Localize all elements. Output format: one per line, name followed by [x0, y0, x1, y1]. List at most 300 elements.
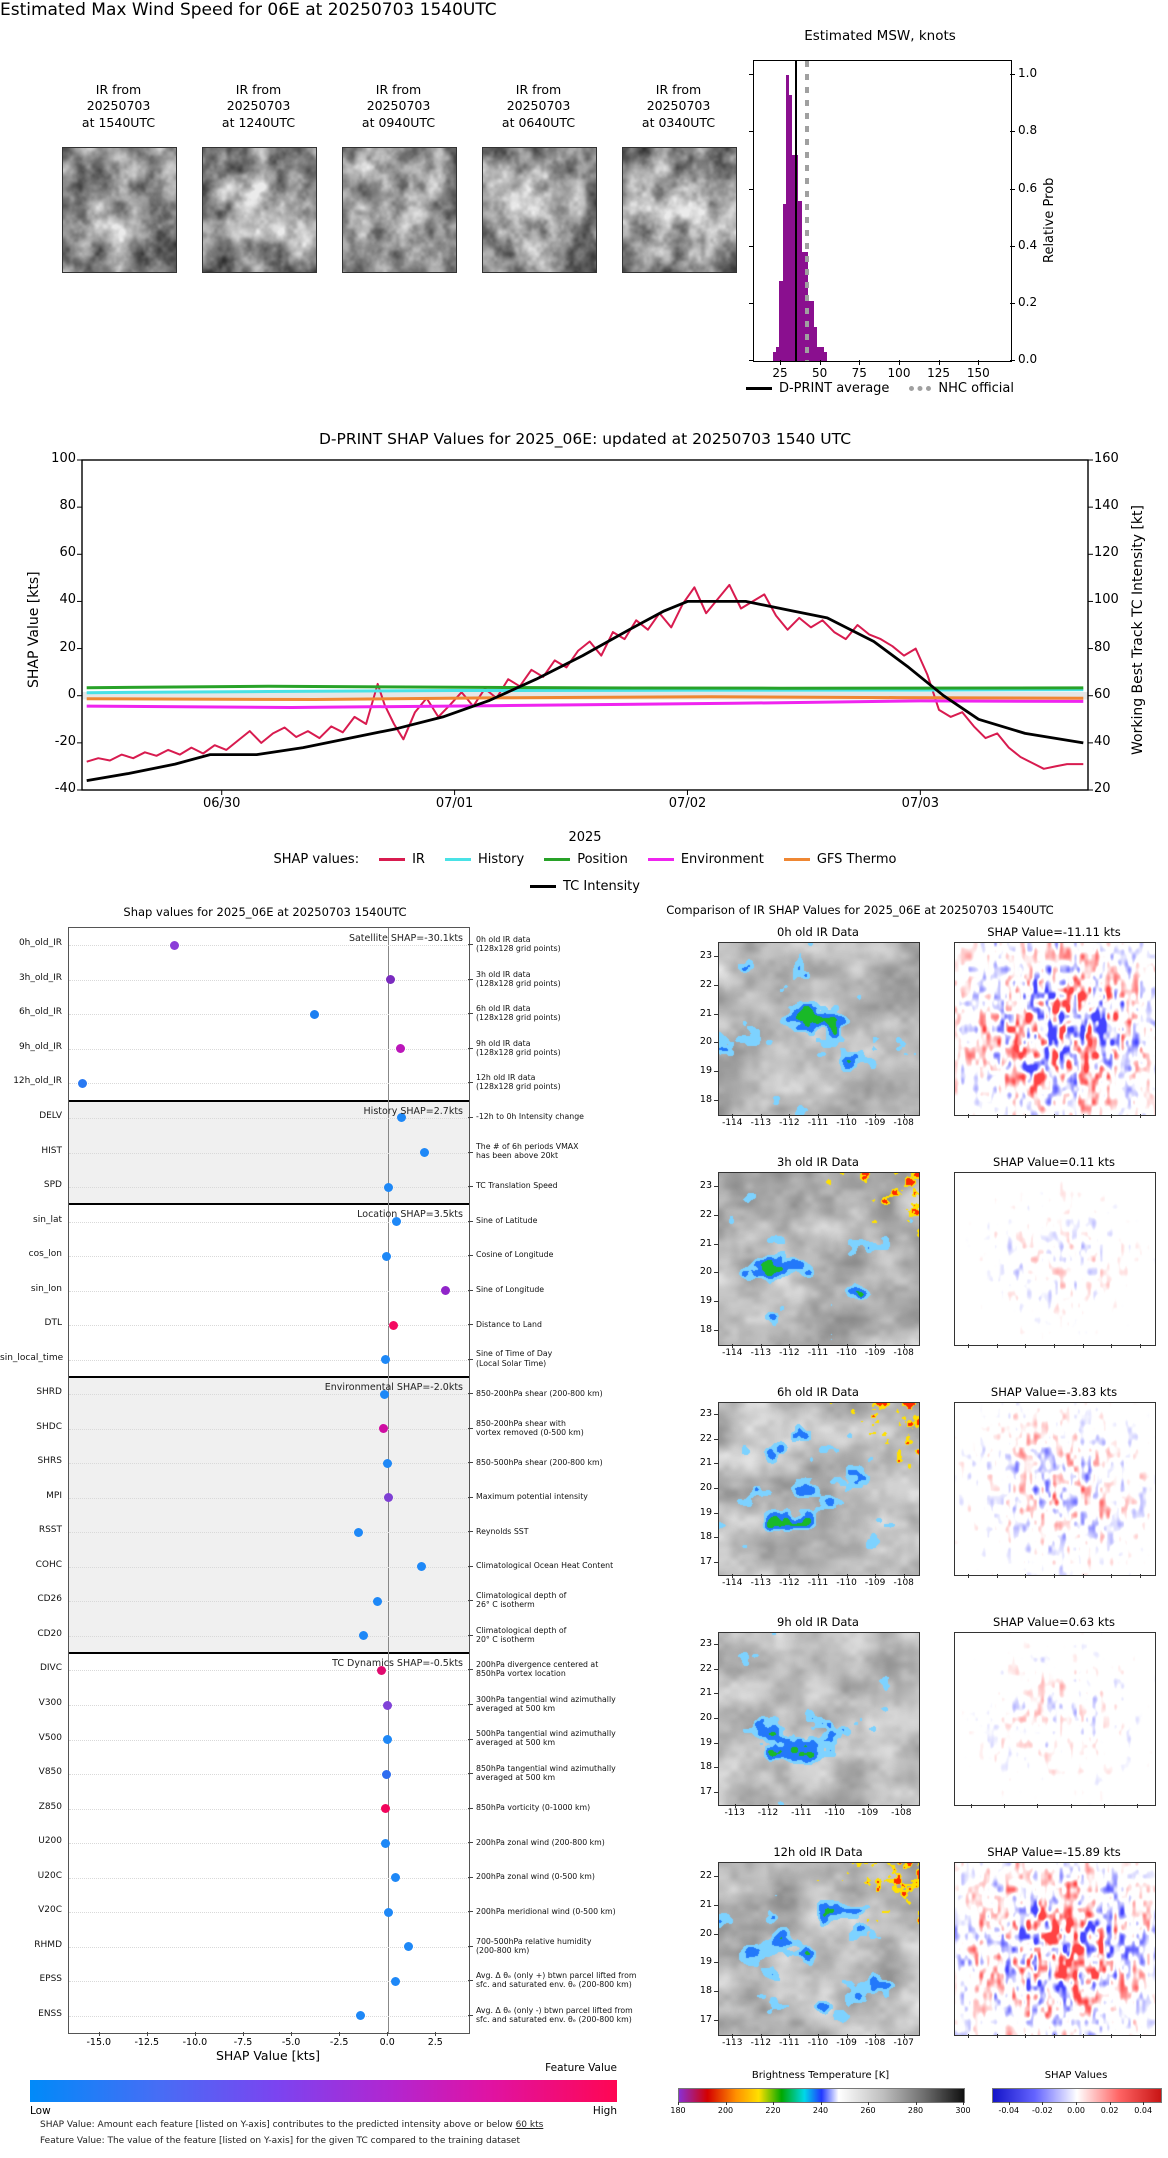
feature-label: COHC — [35, 1559, 62, 1570]
feature-annotation-line: (200-800 km) — [476, 1945, 530, 1955]
annotation-tick — [468, 1911, 473, 1912]
comparison-title: Comparison of IR SHAP Values for 2025_06E at 20250703 1540UTC — [666, 903, 1054, 917]
bt-tick — [773, 2102, 774, 2105]
footnote-underlined-text: 60 kts — [515, 2120, 544, 2130]
timeseries-title: D-PRINT SHAP Values for 2025_06E: updated at 20250703 1540 UTC — [318, 430, 852, 448]
ir-x-tick-label: -107 — [893, 2038, 914, 2048]
ir-thumbnail-label — [191, 82, 326, 131]
shap-cb-tick-label: -0.02 — [1032, 2106, 1053, 2115]
ir-y-tick — [714, 2020, 718, 2021]
timeseries-xlabel: 2025 — [568, 830, 602, 845]
shap-x-tick — [997, 1344, 998, 1348]
histogram-legend — [660, 381, 1100, 396]
ir-x-tick-label: -108 — [893, 1348, 914, 1358]
section-divider — [69, 1652, 469, 1654]
histogram-y-tick-left — [749, 131, 754, 132]
legend-label: TC Intensity — [563, 879, 640, 894]
shap-dot — [381, 1355, 390, 1364]
shap-x-tick — [1104, 1804, 1105, 1808]
ir-x-tick-label: -112 — [779, 1118, 800, 1128]
feature-annotation — [476, 935, 646, 953]
shap-x-tick — [1025, 2034, 1026, 2038]
ir-x-tick-label: -113 — [724, 1808, 745, 1818]
histogram-x-tick — [820, 360, 821, 365]
ir-y-tick-label: 18 — [699, 1985, 712, 1996]
annotation-tick — [468, 1739, 473, 1740]
feature-annotation-line: sfc. and saturated env. θₑ (200-800 km) — [476, 1980, 632, 1990]
ir-y-tick-label: 20 — [699, 1266, 712, 1278]
section-divider — [69, 1203, 469, 1205]
nhc-official-dotted-swatch — [909, 386, 931, 391]
ir-y-tick-label: 20 — [699, 1712, 712, 1723]
bt-colorbar — [678, 2088, 965, 2103]
bt-colorbar-label: Brightness Temperature [K] — [751, 2070, 890, 2081]
legend-item-position — [544, 852, 628, 867]
ir-thumbnail-label-line: IR from — [375, 82, 422, 97]
dotplot-x-tick-label: -12.5 — [134, 2037, 160, 2048]
shap-dot — [381, 1804, 390, 1813]
section-divider — [69, 1100, 469, 1102]
shap-dot — [356, 2011, 365, 2020]
annotation-tick — [468, 1221, 473, 1222]
row-gridline — [69, 1740, 469, 1741]
timeseries-ylabel-left: SHAP Value [kts] — [26, 571, 42, 689]
feature-annotation-line: Reynolds SST — [476, 1526, 529, 1536]
bt-tick — [916, 2102, 917, 2105]
shap-x-tick — [1111, 1114, 1112, 1118]
ir-y-tick — [714, 1537, 718, 1538]
histogram-y-tick — [1010, 360, 1015, 361]
histogram-y-tick-label: 0.2 — [1018, 294, 1038, 309]
feature-annotation-line: has been above 20kt — [476, 1151, 559, 1161]
ir-thumbnail-image — [342, 147, 457, 273]
ir-y-tick — [714, 1301, 718, 1302]
ir-y-tick-label: 20 — [699, 1036, 712, 1048]
annotation-tick — [468, 979, 473, 980]
ir-x-tick-label: -112 — [757, 1808, 779, 1818]
section-label: Satellite SHAP=-30.1kts — [348, 933, 463, 944]
legend-line-swatch — [530, 885, 556, 888]
shap-cb-tick-label: -0.04 — [998, 2106, 1020, 2115]
shap-x-tick — [1004, 1804, 1005, 1808]
ir-x-tick-label: -111 — [807, 1118, 829, 1128]
shap-x-tick — [1140, 1344, 1141, 1348]
row-gridline — [69, 1774, 469, 1775]
annotation-tick — [468, 1566, 473, 1567]
feature-label: Z850 — [38, 1801, 62, 1812]
histogram-y-tick-label: 0.6 — [1018, 180, 1038, 195]
ir-y-tick — [714, 1272, 718, 1273]
ir-y-tick — [714, 1014, 718, 1015]
annotation-tick — [468, 1531, 473, 1532]
feature-label: V500 — [38, 1732, 62, 1743]
shap-map-image — [954, 1172, 1156, 1346]
timeseries-y-tick-label-left: 60 — [59, 545, 76, 561]
ir-y-tick — [714, 1693, 718, 1694]
feature-label: CD20 — [37, 1628, 62, 1639]
legend-label: Environment — [680, 852, 764, 867]
feature-label: MPI — [46, 1490, 62, 1501]
ir-y-tick-label: 20 — [699, 1482, 712, 1493]
shap-x-tick — [1025, 1574, 1026, 1578]
ir-x-tick-label: -110 — [807, 2038, 829, 2048]
shap-dot — [441, 1286, 450, 1295]
ir-y-tick-label: 21 — [699, 1237, 712, 1249]
feature-value-colorbar-label: Feature Value — [545, 2062, 617, 2074]
annotation-tick — [468, 1600, 473, 1601]
ir-y-tick-label: 19 — [699, 1065, 712, 1076]
feature-label: U20C — [37, 1870, 62, 1881]
legend-item-environment — [648, 852, 764, 867]
shap-x-tick — [1054, 1574, 1055, 1578]
ir-data-title: 9h old IR Data — [777, 1615, 859, 1629]
dotplot-plot — [68, 927, 470, 2034]
section-shading — [69, 1377, 469, 1653]
feature-annotation — [476, 1907, 646, 1916]
shap-dot — [310, 1010, 319, 1019]
row-gridline — [69, 1014, 469, 1015]
shap-cb-tick — [1009, 2102, 1010, 2105]
annotation-tick — [468, 1497, 473, 1498]
ir-y-tick — [714, 1792, 718, 1793]
ir-x-tick-label: -112 — [779, 1578, 800, 1588]
ir-y-tick-label: 21 — [699, 1007, 712, 1019]
timeseries-x-tick-label: 07/02 — [668, 796, 707, 811]
dotplot-x-tick-label: 2.5 — [427, 2037, 443, 2048]
legend-line-swatch — [445, 858, 471, 861]
feature-annotation-line: averaged at 500 km — [476, 1738, 556, 1748]
timeseries-x-tick-label: 06/30 — [202, 796, 241, 811]
histogram-y-tick — [1010, 189, 1015, 190]
feature-annotation-line: Climatological depth of — [476, 1591, 567, 1601]
feature-label: V850 — [38, 1767, 62, 1777]
feature-label: sin_lat — [33, 1214, 62, 1225]
ir-y-tick-label: 23 — [699, 1180, 712, 1192]
row-gridline — [69, 1291, 469, 1292]
feature-annotation-line: Sine of Time of Day — [476, 1349, 553, 1359]
feature-annotation — [476, 1695, 646, 1713]
histogram-x-tick-label: 100 — [887, 366, 911, 380]
timeseries-y-tick-label-left: 80 — [59, 498, 76, 514]
shap-x-tick — [1083, 1574, 1084, 1578]
ir-thumbnail-label — [611, 82, 746, 131]
timeseries-frame — [82, 460, 1088, 790]
bt-tick — [726, 2102, 727, 2105]
feature-label: SPD — [43, 1180, 62, 1190]
feature-label: DIVC — [39, 1663, 62, 1674]
annotation-tick — [468, 1669, 473, 1670]
feature-annotation — [476, 1216, 646, 1225]
ir-y-tick-label: 18 — [699, 1093, 712, 1105]
feature-annotation-line: 850hPa tangential wind azimuthally — [476, 1763, 616, 1773]
shap-x-tick — [1140, 1114, 1141, 1118]
row-gridline — [69, 1256, 469, 1257]
timeseries-x-tick-label: 07/01 — [435, 796, 474, 811]
dotplot-x-tick — [147, 2032, 148, 2036]
annotation-tick — [468, 1946, 473, 1947]
histogram-y-tick-label: 0.0 — [1018, 352, 1038, 366]
feature-annotation-line: 0h old IR data — [476, 935, 531, 945]
ir-y-tick — [714, 1100, 718, 1101]
ir-y-tick — [714, 1414, 718, 1415]
feature-label: 12h_old_IR — [13, 1076, 62, 1087]
feature-annotation — [476, 1527, 646, 1536]
feature-annotation-line: 850-200hPa shear with — [476, 1418, 566, 1428]
shap-x-tick — [1071, 1804, 1072, 1808]
ir-data-title: 6h old IR Data — [777, 1385, 859, 1399]
feature-annotation-line: 12h old IR data — [476, 1073, 536, 1083]
dprint-average-line-swatch — [746, 387, 772, 390]
feature-annotation-line: TC Translation Speed — [476, 1181, 558, 1191]
feature-label: cos_lon — [28, 1249, 62, 1259]
feature-annotation — [476, 1838, 646, 1847]
ir-x-tick-label: -111 — [791, 1808, 812, 1818]
dotplot-x-tick — [291, 2032, 292, 2036]
shap-x-tick — [1037, 1804, 1038, 1808]
feature-label: SHRD — [36, 1387, 62, 1398]
row-gridline — [69, 1153, 469, 1154]
histogram-y-tick — [1010, 74, 1015, 75]
ir-y-tick — [714, 1767, 718, 1768]
feature-annotation-line: Sine of Longitude — [476, 1285, 545, 1294]
feature-annotation — [476, 1626, 646, 1644]
row-gridline — [69, 1912, 469, 1913]
timeseries-y-tick-label-left: 40 — [59, 592, 76, 608]
feature-label: HIST — [41, 1145, 62, 1156]
legend-item-gfs-thermo — [784, 852, 897, 867]
row-gridline — [69, 1843, 469, 1844]
ir-y-tick — [714, 1962, 718, 1963]
row-gridline — [69, 1463, 469, 1464]
dotplot-x-tick — [243, 2032, 244, 2036]
ir-y-tick — [714, 985, 718, 986]
ir-data-title: 3h old IR Data — [777, 1155, 859, 1169]
ir-y-tick — [714, 1439, 718, 1440]
feature-annotation-line: averaged at 500 km — [476, 1772, 556, 1782]
dotplot-xlabel: SHAP Value [kts] — [215, 2048, 321, 2063]
ir-thumbnail-label-line: 20250703 — [226, 98, 291, 114]
feature-value-high-label: High — [592, 2105, 617, 2117]
histogram-x-tick — [859, 360, 860, 365]
feature-annotation-line: Avg. Δ θₑ (only +) btwn parcel lifted from — [476, 1971, 637, 1980]
ir-thumbnail-label-line: at 0340UTC — [641, 114, 716, 130]
ir-x-tick-label: -109 — [836, 2038, 857, 2048]
timeseries-legend-row1 — [82, 852, 1088, 867]
row-gridline — [69, 945, 469, 946]
shap-x-tick — [1083, 1344, 1084, 1348]
shap-cb-tick-label: 0.00 — [1067, 2106, 1085, 2115]
annotation-tick — [468, 1117, 473, 1118]
timeseries-y-tick-label-left: -40 — [54, 781, 76, 796]
row-gridline — [69, 1118, 469, 1119]
shap-x-tick — [1111, 1574, 1112, 1578]
ir-x-tick-label: -113 — [750, 1578, 772, 1588]
legend-line-swatch — [784, 858, 810, 861]
feature-annotation-line: (128x128 grid points) — [476, 1082, 561, 1092]
feature-label: 0h_old_IR — [18, 938, 62, 949]
feature-annotation-line: Climatological depth of — [476, 1625, 567, 1635]
legend-item-dprint-average — [746, 381, 889, 396]
shap-x-tick — [1111, 1344, 1112, 1348]
dotplot-title: Shap values for 2025_06E at 20250703 1540UTC — [123, 905, 407, 919]
ir-thumbnail-label-line: at 1240UTC — [221, 114, 296, 130]
timeseries-y-tick-label-right: 60 — [1094, 686, 1111, 702]
ir-x-tick-label: -109 — [864, 1578, 886, 1588]
legend-line-swatch — [544, 858, 570, 861]
histogram-y-tick-label: 0.8 — [1018, 123, 1038, 138]
annotation-tick — [468, 2015, 473, 2016]
bt-tick-label: 180 — [670, 2106, 686, 2115]
ir-thumbnail-label-line: IR from — [655, 82, 702, 97]
feature-label: 9h_old_IR — [18, 1041, 62, 1052]
histogram-x-tick-label: 150 — [966, 366, 990, 380]
shap-dot — [391, 1873, 400, 1882]
shap-map-title: SHAP Value=-3.83 kts — [990, 1385, 1118, 1399]
ir-thumbnail-label — [471, 82, 606, 131]
feature-label: 3h_old_IR — [18, 972, 62, 983]
feature-annotation — [476, 1764, 646, 1782]
ir-y-tick-label: 19 — [699, 1506, 712, 1518]
dotplot-x-tick — [99, 2032, 100, 2036]
ir-x-tick-label: -109 — [857, 1808, 879, 1818]
feature-annotation-line: 26° C isotherm — [476, 1600, 535, 1610]
timeseries-y-tick-label-right: 20 — [1094, 781, 1111, 796]
histogram-y-tick-left — [749, 360, 754, 361]
annotation-tick — [468, 1704, 473, 1705]
ir-y-tick — [714, 1934, 718, 1935]
dprint-average-line — [795, 61, 797, 361]
feature-annotation-line: Climatological Ocean Heat Content — [476, 1561, 614, 1571]
feature-label: V300 — [38, 1698, 62, 1708]
legend-item-ir — [379, 852, 425, 867]
ir-y-tick-label: 22 — [699, 979, 712, 990]
annotation-tick — [468, 1048, 473, 1049]
shap-map-title: SHAP Value=-11.11 kts — [987, 925, 1121, 939]
shap-values-colorbar — [992, 2088, 1162, 2103]
shap-cb-tick — [1110, 2102, 1111, 2105]
footnote-text: SHAP Value: Amount each feature [listed on Y-axis] contributes to the predicted intensity above or below — [40, 2120, 516, 2130]
shap-dot — [384, 1493, 393, 1502]
feature-label: sin_lon — [30, 1283, 62, 1294]
ir-thumbnail-label-line: 20250703 — [646, 98, 711, 114]
feature-annotation-line: 6h old IR data — [476, 1004, 531, 1014]
timeseries-x-tick-label: 07/03 — [901, 796, 940, 811]
ir-thumbnail-image — [482, 147, 597, 273]
feature-annotation — [476, 1561, 646, 1570]
histogram-x-tick — [939, 360, 940, 365]
feature-annotation — [476, 1004, 646, 1022]
ir-thumbnail-label-line: IR from — [235, 82, 282, 97]
msw-histogram-plot — [753, 60, 1012, 362]
feature-label: EPSS — [39, 1974, 62, 1985]
row-gridline — [69, 1498, 469, 1499]
histogram-x-tick — [780, 360, 781, 365]
ir-y-tick-label: 19 — [699, 1295, 712, 1306]
ir-x-tick-label: -114 — [722, 1578, 743, 1588]
histogram-y-tick-left — [749, 303, 754, 304]
ir-thumbnail-image — [622, 147, 737, 273]
ir-y-tick — [714, 1463, 718, 1464]
feature-annotation-line: Cosine of Longitude — [476, 1250, 554, 1260]
shap-dot — [383, 1735, 392, 1744]
ir-thumbnail-label-line: 20250703 — [366, 98, 431, 114]
ir-x-tick-label: -113 — [722, 2038, 743, 2048]
ir-y-tick-label: 21 — [699, 1899, 712, 1910]
annotation-tick — [468, 1186, 473, 1187]
feature-annotation-line: 200hPa meridional wind (0-500 km) — [476, 1906, 616, 1916]
feature-annotation — [476, 1181, 646, 1190]
shap-x-tick — [997, 1574, 998, 1578]
timeseries-legend-row2 — [82, 879, 1088, 894]
ir-x-tick-label: -108 — [864, 2038, 886, 2048]
feature-label: DTL — [44, 1318, 62, 1329]
ir-y-tick — [714, 1905, 718, 1906]
ir-y-tick — [714, 1991, 718, 1992]
annotation-tick — [468, 1462, 473, 1463]
histogram-y-tick-left — [749, 246, 754, 247]
ir-y-tick-label: 17 — [699, 1785, 712, 1797]
annotation-tick — [468, 1393, 473, 1394]
dotplot-x-tick-label: 0.0 — [379, 2037, 395, 2048]
ir-y-tick-label: 18 — [699, 1761, 712, 1773]
feature-annotation-line: 850-500hPa shear (200-800 km) — [476, 1457, 603, 1467]
shap-dot — [382, 1770, 391, 1779]
section-label: TC Dynamics SHAP=-0.5kts — [332, 1658, 463, 1670]
row-gridline — [69, 1670, 469, 1671]
shap-cb-tick-label: 0.02 — [1100, 2106, 1119, 2115]
ir-y-tick-label: 18 — [699, 1531, 712, 1543]
feature-annotation-line: (128x128 grid points) — [476, 1047, 561, 1057]
histogram-x-tick — [899, 360, 900, 365]
dotplot-x-tick — [339, 2032, 340, 2036]
ir-y-tick — [714, 1644, 718, 1645]
ir-x-tick-label: -110 — [824, 1808, 845, 1818]
timeseries-y-tick-label-right: 160 — [1094, 451, 1119, 466]
shap-x-tick — [1137, 1804, 1138, 1808]
footnote-shap-value — [40, 2120, 640, 2130]
feature-label: RSST — [38, 1525, 62, 1536]
bt-tick-label: 200 — [717, 2106, 734, 2115]
row-gridline — [69, 1601, 469, 1602]
shap-x-tick — [1025, 1114, 1026, 1118]
ir-y-tick — [714, 1042, 718, 1043]
ir-data-image — [718, 1172, 920, 1346]
shap-dot — [386, 975, 395, 984]
feature-annotation-line: 850hPa vortex location — [476, 1669, 566, 1679]
ir-x-tick-label: -114 — [722, 1118, 743, 1128]
legend-label: GFS Thermo — [816, 852, 897, 867]
ir-y-tick — [714, 1215, 718, 1216]
feature-annotation-line: sfc. and saturated env. θₑ (200-800 km) — [476, 2014, 632, 2024]
shap-dot — [78, 1079, 87, 1088]
feature-annotation-line: 200hPa zonal wind (200-800 km) — [476, 1837, 605, 1847]
shap-dot — [384, 1183, 393, 1192]
feature-annotation-line: 9h old IR data — [476, 1038, 531, 1048]
ir-thumbnail-label — [51, 82, 186, 131]
row-gridline — [69, 1222, 469, 1223]
dotplot-x-tick-label: -15.0 — [86, 2037, 112, 2048]
feature-annotation-line: Maximum potential intensity — [476, 1492, 588, 1502]
legend-label: NHC official — [938, 381, 1014, 396]
histogram-y-tick-left — [749, 74, 754, 75]
feature-annotation-line: 700-500hPa relative humidity — [476, 1936, 592, 1946]
annotation-tick — [468, 1290, 473, 1291]
annotation-tick — [468, 1359, 473, 1360]
ir-x-tick-label: -111 — [779, 2038, 800, 2048]
ir-thumbnail-image — [202, 147, 317, 273]
ir-thumbnail-label-line: at 1540UTC — [81, 114, 156, 130]
feature-annotation-line: 3h old IR data — [476, 969, 531, 979]
